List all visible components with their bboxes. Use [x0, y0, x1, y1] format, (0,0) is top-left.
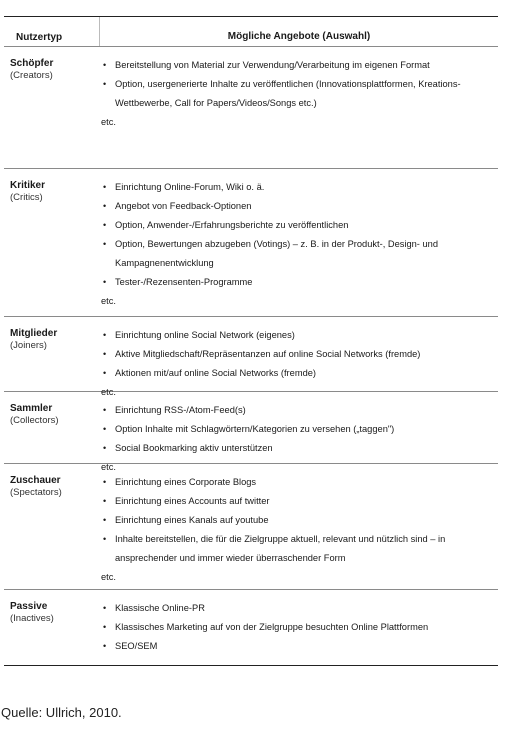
offers-list	[101, 599, 492, 656]
user-type-table	[4, 16, 498, 666]
list-item-text: Aktionen mit/auf online Social Networks (fremde)	[115, 368, 316, 378]
list-item-text: Einrichtung Online-Forum, Wiki o. ä.	[115, 182, 265, 192]
list-item	[101, 235, 492, 273]
list-item	[101, 326, 492, 345]
user-type-name: Sammler	[10, 403, 53, 414]
offers-cell	[99, 464, 498, 589]
list-item	[101, 473, 492, 492]
offers-list	[101, 56, 492, 113]
offers-list	[101, 401, 492, 458]
table-row	[4, 590, 498, 665]
bullet-icon: •	[103, 496, 107, 506]
list-item	[101, 273, 492, 292]
list-item	[101, 364, 492, 383]
list-item	[101, 618, 492, 637]
list-item-text: Einrichtung eines Accounts auf twitter	[115, 496, 270, 506]
user-type-cell	[4, 464, 99, 589]
list-item-text: Klassische Online-PR	[115, 603, 205, 613]
list-item	[101, 420, 492, 439]
list-item	[101, 75, 492, 113]
user-type-cell	[4, 317, 99, 391]
user-type-name: Passive	[10, 601, 48, 612]
user-type-english-name: (Inactives)	[10, 613, 54, 624]
offers-cell	[99, 590, 498, 665]
list-item	[101, 530, 492, 568]
table-header	[4, 17, 498, 47]
user-type-name: Kritiker	[10, 180, 46, 191]
etc-note: etc.	[101, 117, 116, 127]
list-item-text: Social Bookmarking aktiv unterstützen	[115, 443, 273, 453]
offers-cell	[99, 317, 498, 397]
list-item	[101, 216, 492, 235]
source-caption: Quelle: Ullrich, 2010.	[1, 705, 122, 720]
table-row	[4, 169, 498, 317]
bullet-icon: •	[103, 534, 107, 544]
list-item	[101, 178, 492, 197]
bullet-icon: •	[103, 349, 107, 359]
user-type-name: Mitglieder	[10, 328, 58, 339]
bullet-icon: •	[103, 641, 107, 651]
list-item	[101, 56, 492, 75]
bullet-icon: •	[103, 201, 107, 211]
list-item-text: Option, Bewertungen abzugeben (Votings) – z. B. in der Produkt-, Design- und Kampagnenentwicklung	[115, 239, 438, 268]
bullet-icon: •	[103, 443, 107, 453]
bullet-icon: •	[103, 330, 107, 340]
list-item-text: Option Inhalte mit Schlagwörtern/Kategorien zu versehen („taggen")	[115, 424, 395, 434]
list-item	[101, 637, 492, 656]
list-item-text: Aktive Mitgliedschaft/Repräsentanzen auf online Social Networks (fremde)	[115, 349, 421, 359]
table-row	[4, 464, 498, 590]
offers-cell	[99, 169, 498, 316]
bullet-icon: •	[103, 477, 107, 487]
user-type-cell	[4, 392, 99, 463]
list-item-text: Tester-/Rezensenten-Programme	[115, 277, 253, 287]
bullet-icon: •	[103, 424, 107, 434]
list-item	[101, 599, 492, 618]
list-item-text: SEO/SEM	[115, 641, 158, 651]
offers-cell	[99, 47, 498, 168]
bullet-icon: •	[103, 603, 107, 613]
list-item	[101, 511, 492, 530]
bullet-icon: •	[103, 182, 107, 192]
list-item	[101, 439, 492, 458]
table-row	[4, 317, 498, 397]
list-item-text: Einrichtung online Social Network (eigenes)	[115, 330, 295, 340]
header-offers: Mögliche Angebote (Auswahl)	[227, 30, 371, 42]
offers-cell	[99, 392, 498, 472]
list-item	[101, 197, 492, 216]
table-row	[4, 47, 498, 169]
bullet-icon: •	[103, 622, 107, 632]
user-type-cell	[4, 47, 99, 168]
etc-note: etc.	[101, 387, 116, 397]
user-type-english-name: (Collectors)	[10, 415, 59, 426]
offers-list	[101, 326, 492, 383]
bullet-icon: •	[103, 220, 107, 230]
user-type-name: Zuschauer	[10, 475, 61, 486]
list-item-text: Angebot von Feedback-Optionen	[115, 201, 252, 211]
bullet-icon: •	[103, 405, 107, 415]
list-item-text: Bereitstellung von Material zur Verwendung/Verarbeitung im eigenen Format	[115, 60, 430, 70]
list-item	[101, 492, 492, 511]
list-item-text: Klassisches Marketing auf von der Zielgruppe besuchten Online Plattformen	[115, 622, 429, 632]
offers-list	[101, 473, 492, 568]
list-item-text: Einrichtung RSS-/Atom-Feed(s)	[115, 405, 246, 415]
list-item	[101, 345, 492, 364]
list-item-text: Inhalte bereitstellen, die für die Zielgruppe aktuell, relevant und nützlich sind – in ansprechender und immer wieder überraschender Form	[115, 534, 446, 563]
header-user-type: Nutzertyp	[16, 31, 63, 43]
bullet-icon: •	[103, 60, 107, 70]
etc-note: etc.	[101, 296, 116, 306]
list-item-text: Option, usergenerierte Inhalte zu veröffentlichen (Innovationsplattformen, Kreations-Wettbewerbe, Call for Papers/Videos/Songs etc.)	[115, 79, 461, 108]
bullet-icon: •	[103, 277, 107, 287]
list-item-text: Einrichtung eines Corporate Blogs	[115, 477, 257, 487]
etc-note: etc.	[101, 462, 116, 472]
list-item-text: Einrichtung eines Kanals auf youtube	[115, 515, 269, 525]
user-type-cell	[4, 590, 99, 665]
user-type-english-name: (Critics)	[10, 192, 43, 203]
table-row	[4, 392, 498, 472]
bullet-icon: •	[103, 368, 107, 378]
user-type-english-name: (Joiners)	[10, 340, 47, 351]
user-type-cell	[4, 169, 99, 316]
bullet-icon: •	[103, 515, 107, 525]
bullet-icon: •	[103, 239, 107, 249]
offers-list	[101, 178, 492, 292]
table-body	[4, 47, 498, 665]
user-type-english-name: (Spectators)	[10, 487, 62, 498]
list-item-text: Option, Anwender-/Erfahrungsberichte zu veröffentlichen	[115, 220, 349, 230]
user-type-english-name: (Creators)	[10, 70, 53, 81]
user-type-name: Schöpfer	[10, 58, 54, 69]
bullet-icon: •	[103, 79, 107, 89]
etc-note: etc.	[101, 572, 116, 582]
list-item	[101, 401, 492, 420]
